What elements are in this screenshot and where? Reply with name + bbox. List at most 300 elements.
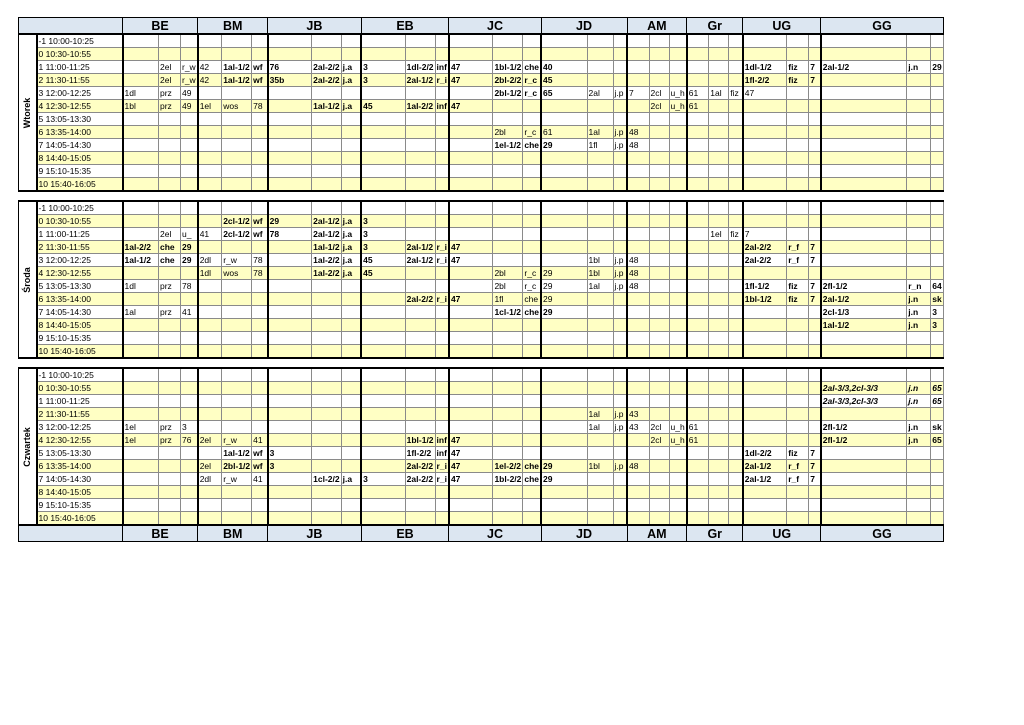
group-header-gg: GG [821,18,943,35]
lesson-cell: 2al-3/3,2cl-3/3 [821,382,907,395]
lesson-cell: 1fl-2/2 [743,74,787,87]
lesson-cell [587,512,613,526]
lesson-cell [649,408,669,421]
lesson-cell [222,408,252,421]
lesson-cell [541,34,587,48]
timetable [18,17,944,542]
lesson-cell: 29 [541,473,587,486]
lesson-cell: 47 [449,74,493,87]
lesson-cell [449,228,493,241]
lesson-cell [821,201,907,215]
lesson-cell: 42 [198,74,222,87]
lesson-cell [493,215,523,228]
lesson-cell [709,74,729,87]
group-header-eb: EB [361,18,449,35]
lesson-cell: 41 [198,228,222,241]
lesson-cell [821,139,907,152]
lesson-cell [709,126,729,139]
lesson-cell [493,254,523,267]
lesson-cell [312,293,341,306]
lesson-cell [821,178,907,192]
lesson-cell: r_c [523,87,541,100]
lesson-cell [435,48,449,61]
lesson-cell [181,460,198,473]
lesson-cell [123,152,159,165]
lesson-cell [222,34,252,48]
lesson-cell [587,306,613,319]
lesson-cell [312,178,341,192]
lesson-cell [181,499,198,512]
lesson-cell [159,332,181,345]
lesson-cell [123,113,159,126]
lesson-cell [268,165,312,178]
lesson-cell [709,100,729,113]
lesson-cell: 29 [541,267,587,280]
lesson-cell: j.p [613,254,627,267]
lesson-cell [729,48,743,61]
lesson-cell [587,241,613,254]
lesson-cell [687,165,709,178]
lesson-cell [312,460,341,473]
slot-row [19,165,944,178]
lesson-cell [198,178,222,192]
lesson-cell [627,165,649,178]
lesson-cell: j.n [907,382,931,395]
lesson-cell: j.a [341,241,361,254]
lesson-cell [787,434,809,447]
lesson-cell [729,165,743,178]
lesson-cell [222,87,252,100]
slot-row [19,34,944,48]
lesson-cell: r_w [182,75,196,85]
lesson-cell [435,382,449,395]
lesson-cell [649,61,669,74]
lesson-cell [587,74,613,87]
lesson-cell [743,100,787,113]
lesson-cell [268,280,312,293]
lesson-cell [449,34,493,48]
lesson-cell [613,306,627,319]
lesson-cell [649,113,669,126]
lesson-cell: u_h [670,422,685,432]
lesson-cell: 45 [361,100,405,113]
lesson-cell: 65 [541,87,587,100]
lesson-cell [361,434,405,447]
lesson-cell: 1fl [587,139,613,152]
lesson-cell [159,395,181,408]
lesson-cell [931,139,943,152]
lesson-cell [627,228,649,241]
lesson-cell [669,254,687,267]
lesson-cell: 35b [268,74,312,87]
lesson-cell [907,34,931,48]
lesson-cell [493,382,523,395]
lesson-cell [743,512,787,526]
lesson-cell [523,100,541,113]
lesson-cell [123,512,159,526]
lesson-cell [181,48,198,61]
lesson-cell [341,139,361,152]
lesson-cell [649,499,669,512]
lesson-cell [613,332,627,345]
lesson-cell [613,113,627,126]
lesson-cell: 1bl-2/2 [494,474,522,484]
lesson-cell: 78 [252,267,268,280]
lesson-cell [435,368,449,382]
lesson-cell [312,319,341,332]
time-slot: 8 14:40-15:05 [37,152,123,165]
lesson-cell [198,382,222,395]
lesson-cell [341,486,361,499]
time-slot: 5 13:05-13:30 [37,113,123,126]
lesson-cell: 1bl-1/2 [406,435,434,445]
lesson-cell: 2cl [649,100,669,113]
lesson-cell [312,139,341,152]
lesson-cell [729,178,743,192]
lesson-cell [787,306,809,319]
lesson-cell [435,499,449,512]
lesson-cell: j.n [907,61,931,74]
lesson-cell: che [524,461,540,471]
lesson-cell [341,34,361,48]
lesson-cell [268,421,312,434]
group-header-jc: JC [449,525,541,542]
slot-row [19,332,944,345]
lesson-cell: j.a [341,61,361,74]
lesson-cell: 7 [743,228,787,241]
lesson-cell: 2cl-1/2 [223,229,250,239]
lesson-cell [907,512,931,526]
lesson-cell [613,228,627,241]
lesson-cell: 7 [809,473,821,486]
lesson-cell: j.p [613,421,627,434]
lesson-cell: prz [159,434,181,447]
lesson-cell [361,201,405,215]
lesson-cell [361,280,405,293]
lesson-cell [181,382,198,395]
lesson-cell [709,178,729,192]
lesson-cell [587,178,613,192]
lesson-cell [729,306,743,319]
lesson-cell: 1el [709,228,729,241]
lesson-cell [523,421,541,434]
lesson-cell: 1bl-1/2 [743,293,787,306]
lesson-cell [222,332,252,345]
lesson-cell [181,113,198,126]
lesson-cell [729,345,743,359]
lesson-cell [198,48,222,61]
lesson-cell: 29 [541,293,587,306]
lesson-cell [523,215,541,228]
time-slot: 10 15:40-16:05 [37,178,123,192]
lesson-cell [341,408,361,421]
lesson-cell [222,139,252,152]
time-slot: 8 14:40-15:05 [37,319,123,332]
lesson-cell [649,139,669,152]
time-slot: 2 11:30-11:55 [37,408,123,421]
lesson-cell [181,395,198,408]
lesson-cell [222,152,252,165]
lesson-cell [341,178,361,192]
lesson-cell: 2el [198,460,222,473]
lesson-cell [405,395,435,408]
lesson-cell [709,434,729,447]
lesson-cell: 48 [627,267,649,280]
lesson-cell [709,280,729,293]
lesson-cell: 78 [268,228,312,241]
lesson-cell [312,345,341,359]
lesson-cell: 3 [361,241,405,254]
lesson-cell [449,126,493,139]
lesson-cell [198,306,222,319]
lesson-cell [613,512,627,526]
lesson-cell [435,345,449,359]
lesson-cell [493,165,523,178]
lesson-cell [493,100,523,113]
lesson-cell [198,499,222,512]
lesson-cell [687,113,709,126]
lesson-cell [252,486,268,499]
lesson-cell [159,486,181,499]
time-slot: 4 12:30-12:55 [37,267,123,280]
lesson-cell [523,254,541,267]
lesson-cell [809,434,821,447]
lesson-cell: 1cl-2/2 [313,474,340,484]
lesson-cell: j.a [341,228,361,241]
lesson-cell [669,152,687,165]
lesson-cell [123,382,159,395]
lesson-cell: 3 [361,74,405,87]
lesson-cell [687,267,709,280]
lesson-cell: 47 [449,460,493,473]
lesson-cell: 1dl-2/2 [406,62,434,72]
group-header-ug: UG [743,525,821,542]
lesson-cell [312,512,341,526]
lesson-cell [587,395,613,408]
time-slot: 10 15:40-16:05 [37,512,123,526]
lesson-cell [687,280,709,293]
lesson-cell [729,152,743,165]
lesson-cell [159,201,181,215]
lesson-cell [449,267,493,280]
lesson-cell: 2bl-2/2 [494,75,522,85]
lesson-cell [931,74,943,87]
lesson-cell [341,306,361,319]
lesson-cell [268,201,312,215]
lesson-cell [709,113,729,126]
lesson-cell [159,267,181,280]
lesson-cell [181,126,198,139]
lesson-cell [587,228,613,241]
lesson-cell: 2al-1/2 [406,75,434,85]
lesson-cell [361,319,405,332]
lesson-cell [649,48,669,61]
lesson-cell [268,395,312,408]
lesson-cell [435,332,449,345]
lesson-cell: j.a [341,74,361,87]
lesson-cell [312,408,341,421]
lesson-cell [252,34,268,48]
lesson-cell [743,152,787,165]
time-slot: -1 10:00-10:25 [37,34,123,48]
lesson-cell [821,460,907,473]
lesson-cell [435,178,449,192]
lesson-cell [627,74,649,87]
lesson-cell: j.p [613,87,627,100]
lesson-cell: 47 [743,87,787,100]
time-slot: 2 11:30-11:55 [37,241,123,254]
lesson-cell [931,87,943,100]
lesson-cell: 43 [627,408,649,421]
lesson-cell [493,178,523,192]
lesson-cell: 1al-1/2 [123,254,159,267]
lesson-cell [181,293,198,306]
lesson-cell [587,368,613,382]
lesson-cell [669,486,687,499]
slot-row [19,345,944,359]
lesson-cell: r_i [436,474,447,484]
lesson-cell: j.n [907,306,931,319]
lesson-cell: che [524,474,540,484]
lesson-cell: r_n [907,280,931,293]
lesson-cell: j.n [907,395,931,408]
lesson-cell [587,345,613,359]
lesson-cell [405,499,435,512]
lesson-cell [627,319,649,332]
group-header-be: BE [123,525,198,542]
lesson-cell [268,178,312,192]
lesson-cell [341,421,361,434]
lesson-cell [743,34,787,48]
lesson-cell [222,293,252,306]
lesson-cell [709,254,729,267]
lesson-cell [312,126,341,139]
lesson-cell: 2al [587,87,613,100]
time-slot: 7 14:05-14:30 [37,473,123,486]
lesson-cell [587,215,613,228]
lesson-cell [361,447,405,460]
lesson-cell [709,267,729,280]
lesson-cell: 1el [123,434,159,447]
lesson-cell [627,100,649,113]
lesson-cell [181,34,198,48]
slot-row [19,215,944,228]
lesson-cell [449,368,493,382]
lesson-cell [821,241,907,254]
lesson-cell: u_h [670,88,685,98]
lesson-cell [123,447,159,460]
lesson-cell [687,473,709,486]
lesson-cell [743,395,787,408]
group-header-bm: BM [198,18,268,35]
lesson-cell [123,486,159,499]
lesson-cell [159,178,181,192]
lesson-cell [709,408,729,421]
lesson-cell [613,61,627,74]
lesson-cell: 61 [541,126,587,139]
time-slot: 2 11:30-11:55 [37,74,123,87]
lesson-cell: 29 [932,62,942,72]
lesson-cell [613,215,627,228]
lesson-cell [743,368,787,382]
lesson-cell [449,48,493,61]
lesson-cell [687,139,709,152]
lesson-cell [613,382,627,395]
lesson-cell: 1al [587,126,613,139]
lesson-cell: 49 [181,100,198,113]
lesson-cell [649,241,669,254]
lesson-cell [435,215,449,228]
lesson-cell [523,382,541,395]
time-slot: 8 14:40-15:05 [37,486,123,499]
lesson-cell [787,165,809,178]
lesson-cell [613,395,627,408]
lesson-cell [709,382,729,395]
lesson-cell [405,48,435,61]
lesson-cell [669,332,687,345]
lesson-cell [709,499,729,512]
lesson-cell [252,345,268,359]
lesson-cell [627,215,649,228]
lesson-cell: 1cl-1/2 [494,307,521,317]
lesson-cell [198,332,222,345]
lesson-cell: 1al-1/2 [223,75,250,85]
lesson-cell [268,368,312,382]
lesson-cell [931,368,943,382]
lesson-cell [687,48,709,61]
lesson-cell [627,306,649,319]
lesson-cell [541,254,587,267]
lesson-cell [687,215,709,228]
lesson-cell [449,306,493,319]
lesson-cell: 2cl [649,434,669,447]
lesson-cell [435,395,449,408]
lesson-cell [669,447,687,460]
lesson-cell [649,447,669,460]
lesson-cell: 61 [687,100,709,113]
lesson-cell [709,61,729,74]
lesson-cell: 7 [809,280,821,293]
slot-row [19,447,944,460]
lesson-cell [787,34,809,48]
slot-row [19,473,944,486]
lesson-cell [198,126,222,139]
lesson-cell [449,178,493,192]
lesson-cell [541,228,587,241]
lesson-cell [123,332,159,345]
lesson-cell [493,486,523,499]
lesson-cell: 3 [931,319,943,332]
lesson-cell: fiz [787,447,809,460]
lesson-cell [743,421,787,434]
lesson-cell [159,165,181,178]
lesson-cell [627,486,649,499]
lesson-cell [159,34,181,48]
lesson-cell [198,447,222,460]
lesson-cell [181,447,198,460]
lesson-cell: wf [252,447,268,460]
group-header-jb: JB [268,18,361,35]
lesson-cell [627,201,649,215]
lesson-cell [252,152,268,165]
lesson-cell [931,100,943,113]
lesson-cell [729,382,743,395]
lesson-cell [159,152,181,165]
lesson-cell [181,408,198,421]
lesson-cell: 2bl-1/2 [223,461,251,471]
lesson-cell [361,293,405,306]
lesson-cell [907,178,931,192]
